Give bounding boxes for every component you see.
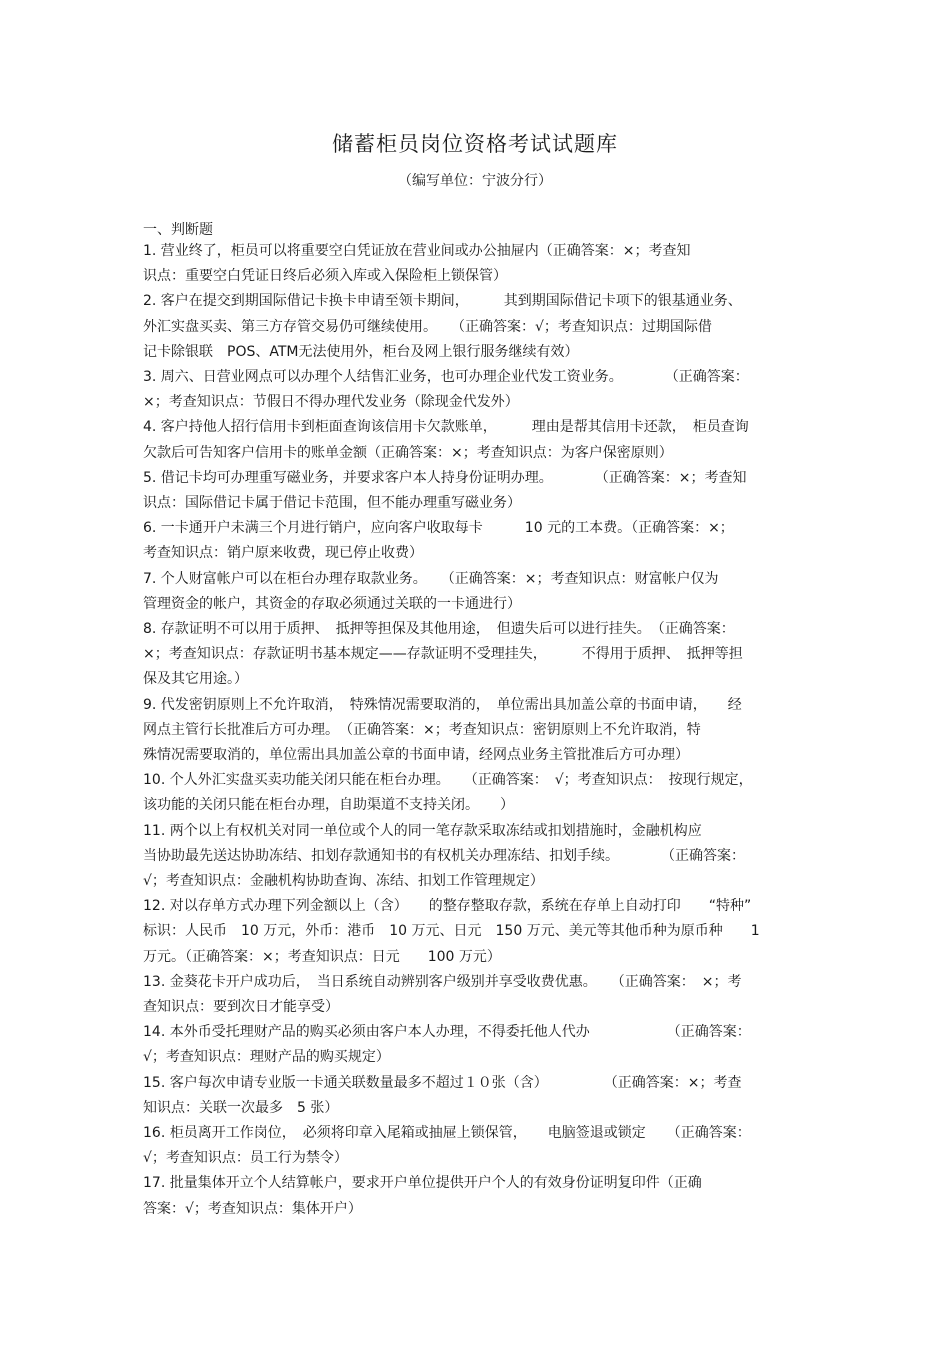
text-line: 殊情况需要取消的，单位需出具加盖公章的书面申请，经网点业务主管批准后方可办理）	[143, 747, 689, 763]
text-line: 8. 存款证明不可以用于质押、 抵押等担保及其他用途， 但遗失后可以进行挂失。 （正确答案：	[143, 621, 735, 637]
text-line: 3. 周六、日营业网点可以办理个人结售汇业务，也可办理企业代发工资业务。 （正确答案：	[143, 369, 749, 385]
text-line: 保及其它用途。）	[143, 671, 248, 688]
text-line: 1. 营业终了，柜员可以将重要空白凭证放在营业间或办公抽屉内（正确答案：×；考查知	[143, 243, 691, 259]
text-line: 7. 个人财富帐户可以在柜台办理存取款业务。 （正确答案：×；考查知识点：财富帐户仅为	[143, 570, 719, 587]
text-line: 标识：人民币 10 万元，外币：港币 10 万元、日元 150 万元、美元等其他币种为原币种 1	[143, 923, 760, 940]
text-line: 9. 代发密钥原则上不允许取消， 特殊情况需要取消的， 单位需出具加盖公章的书面申请， 经	[143, 696, 742, 713]
text-line: 知识点：关联一次最多 5 张）	[143, 1099, 339, 1116]
text-line: 管理资金的帐户，其资金的存取必须通过关联的一卡通进行）	[143, 595, 521, 612]
text-line: 11. 两个以上有权机关对同一单位或个人的同一笔存款采取冻结或扣划措施时，金融机构应	[143, 822, 702, 839]
text-line: 识点：国际借记卡属于借记卡范围，但不能办理重写磁业务）	[143, 495, 521, 511]
text-line: 5. 借记卡均可办理重写磁业务，并要求客户本人持身份证明办理。 （正确答案：×；考查知	[143, 469, 747, 486]
page-title: 储蓄柜员岗位资格考试试题库	[332, 132, 618, 156]
text-line: 4. 客户持他人招行信用卡到柜面查询该信用卡欠款账单， 理由是帮其信用卡还款， 柜员查询	[143, 419, 749, 436]
text-line: 6. 一卡通开户未满三个月进行销户，应向客户收取每卡 10 元的工本费。（正确答案：×；	[143, 520, 734, 537]
text-line: 万元。（正确答案：×；考查知识点：日元 100 万元）	[143, 948, 501, 965]
text-line: 14. 本外币受托理财产品的购买必须由客户本人办理，不得委托他人代办 （正确答案：	[143, 1024, 751, 1041]
text-line: 16. 柜员离开工作岗位， 必须将印章入尾箱或抽屉上锁保管， 电脑签退或锁定 （正确答案：	[143, 1125, 751, 1141]
text-line: 识点：重要空白凭证日终后必须入库或入保险柜上锁保管）	[143, 268, 507, 285]
text-line: 查知识点：要到次日才能享受）	[143, 999, 339, 1015]
text-line: 10. 个人外汇实盘买卖功能关闭只能在柜台办理。 （正确答案： √；考查知识点： 按现行规定，	[143, 772, 753, 789]
text-line: 记卡除银联 POS、ATM无法使用外，柜台及网上银行服务继续有效）	[143, 343, 579, 360]
section-heading: 一、判断题	[143, 222, 213, 238]
text-line: 13. 金葵花卡开户成功后， 当日系统自动辨别客户级别并享受收费优惠。 （正确答案： ×；考	[143, 973, 742, 990]
text-line: 15. 客户每次申请专业版一卡通关联数量最多不超过１０张（含） （正确答案：×；考查	[143, 1074, 742, 1091]
text-line: 该功能的关闭只能在柜台办理，自助渠道不支持关闭。 ）	[143, 797, 514, 814]
text-line: 外汇实盘买卖、第三方存管交易仍可继续使用。 （正确答案：√；考查知识点：过期国际借	[143, 318, 712, 335]
text-line: 网点主管行长批准后方可办理。 （正确答案：×；考查知识点：密钥原则上不允许取消，特	[143, 721, 701, 738]
text-line: 考查知识点：销户原来收费，现已停止收费）	[143, 545, 423, 562]
text-line: 答案：√；考查知识点：集体开户）	[143, 1200, 362, 1217]
page-subtitle: （编写单位：宁波分行）	[398, 173, 552, 189]
text-line: ×；考查知识点：存款证明书基本规定——存款证明不受理挂失， 不得用于质押、 抵押等担	[143, 646, 743, 663]
text-line: √；考查知识点：员工行为禁令）	[143, 1150, 348, 1167]
text-line: 欠款后可告知客户信用卡的账单金额（正确答案：×；考查知识点：为客户保密原则）	[143, 444, 673, 461]
text-line: 17. 批量集体开立个人结算帐户，要求开户单位提供开户个人的有效身份证明复印件（正确	[143, 1175, 702, 1192]
text-line: √；考查知识点：理财产品的购买规定）	[143, 1049, 390, 1066]
text-line: 当协助最先送达协助冻结、扣划存款通知书的有权机关办理冻结、扣划手续。 （正确答案：	[143, 847, 745, 864]
text-line: 12. 对以存单方式办理下列金额以上（含） 的整存整取存款，系统在存单上自动打印 “特种”	[143, 898, 752, 915]
text-line: √；考查知识点：金融机构协助查询、冻结、扣划工作管理规定）	[143, 873, 544, 889]
text-line: ×；考查知识点：节假日不得办理代发业务（除现金代发外）	[143, 394, 519, 411]
text-line: 2. 客户在提交到期国际借记卡换卡申请至领卡期间， 其到期国际借记卡项下的银基通业务、	[143, 293, 742, 310]
